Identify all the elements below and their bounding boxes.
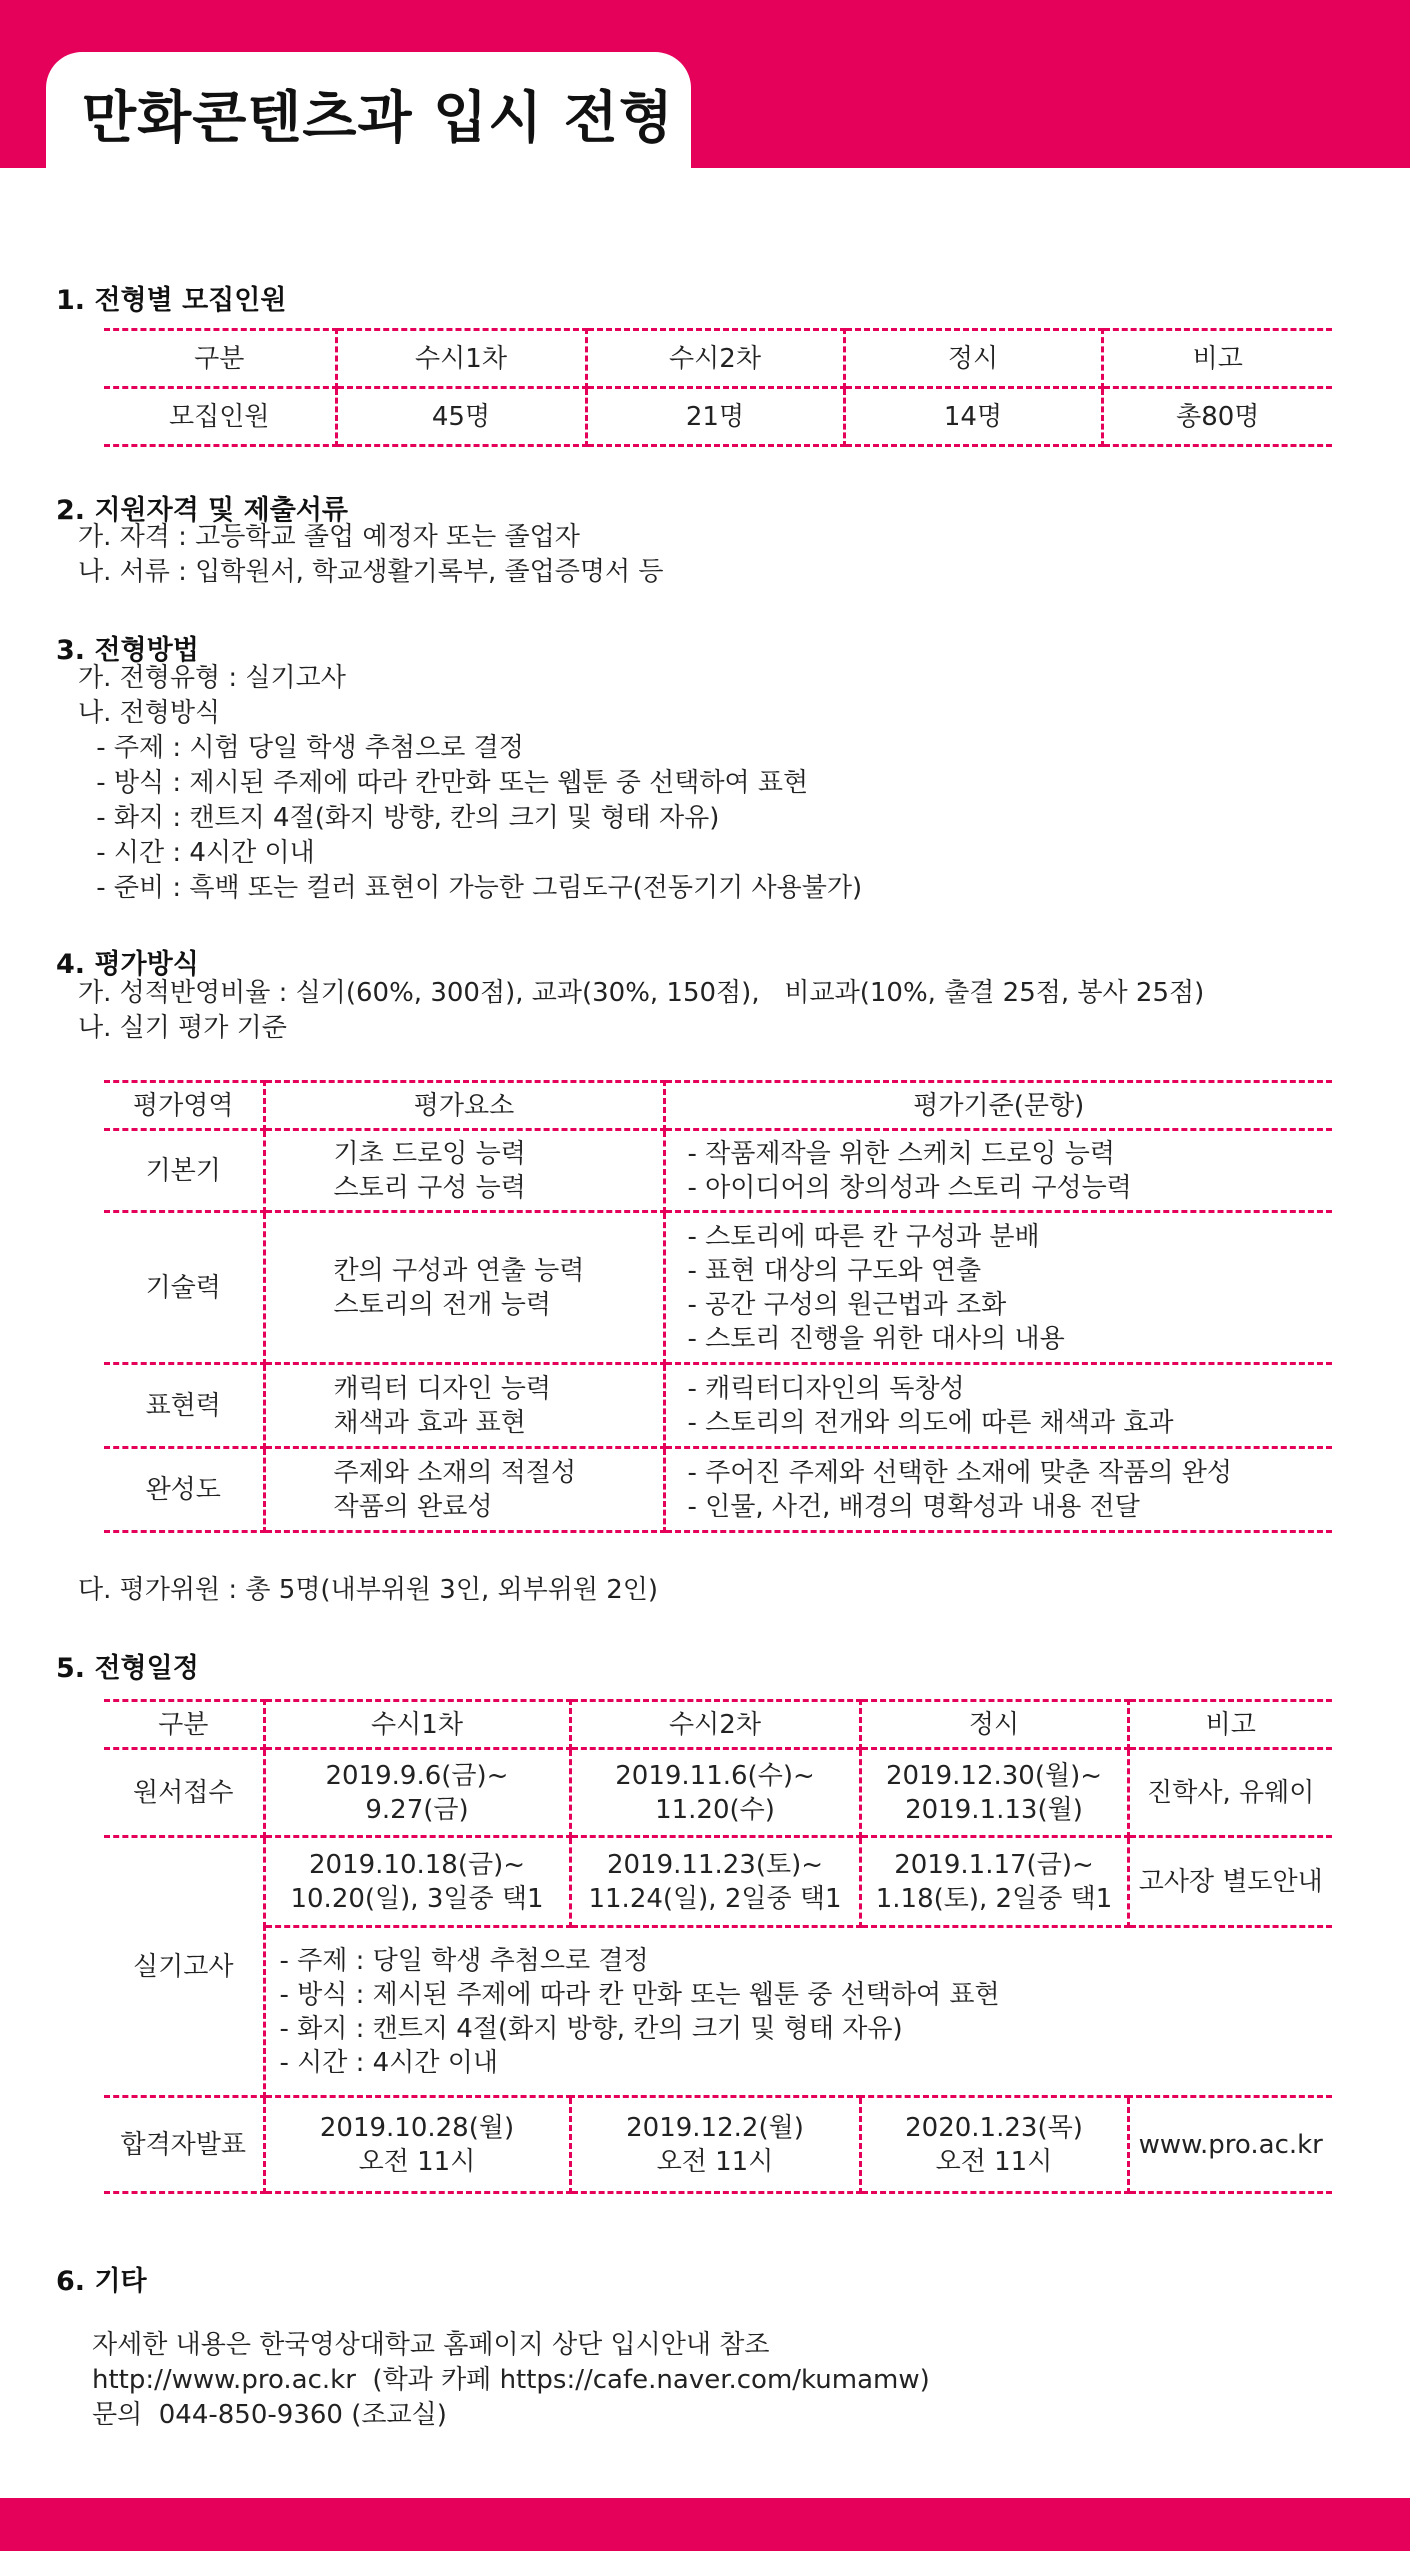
schedule-exam-note: 고사장 별도안내 <box>1128 1837 1332 1927</box>
quota-header-regular: 정시 <box>844 330 1102 388</box>
schedule-exam-details: - 주제 : 당일 학생 추첨으로 결정 - 방식 : 제시된 주제에 따라 칸 만화 또는 웹툰 중 선택하여 표현 - 화지 : 캔트지 4절(화지 방향, 칸의 크기 및 형태 자유) - 시간 : 4시간 이내 <box>264 1927 1332 2097</box>
schedule-apply-note: 진학사, 유웨이 <box>1128 1749 1332 1837</box>
method-line: - 준비 : 흑백 또는 컬러 표현이 가능한 그림도구(전동기기 사용불가) <box>88 873 863 903</box>
quota-early1: 45명 <box>336 388 586 446</box>
quota-early2: 21명 <box>586 388 844 446</box>
schedule-header-early1: 수시1차 <box>264 1701 570 1749</box>
practical-criteria-line: 나. 실기 평가 기준 <box>78 1013 287 1043</box>
documents-line: 나. 서류 : 입학원서, 학교생활기록부, 졸업증명서 등 <box>78 557 664 587</box>
schedule-table <box>104 1699 1332 2194</box>
eval-criteria: - 캐릭터디자인의 독창성 - 스토리의 전개와 의도에 따른 채색과 효과 <box>664 1364 1332 1448</box>
misc-line: 자세한 내용은 한국영상대학교 홈페이지 상단 입시안내 참조 <box>92 2330 770 2360</box>
eval-header-criteria: 평가기준(문항) <box>664 1082 1332 1130</box>
schedule-header-early2: 수시2차 <box>570 1701 860 1749</box>
quota-table <box>104 328 1332 447</box>
eval-area: 기술력 <box>104 1212 264 1364</box>
eval-elements: 칸의 구성과 연출 능력 스토리의 전개 능력 <box>264 1212 664 1364</box>
evaluation-table <box>104 1080 1332 1533</box>
schedule-result-note: www.pro.ac.kr <box>1128 2097 1332 2193</box>
schedule-exam-regular: 2019.1.17(금)~ 1.18(토), 2일중 택1 <box>860 1837 1128 1927</box>
quota-header-early2: 수시2차 <box>586 330 844 388</box>
eval-criteria: - 주어진 주제와 선택한 소재에 맞춘 작품의 완성 - 인물, 사건, 배경의 명확성과 내용 전달 <box>664 1448 1332 1532</box>
schedule-apply-label: 원서접수 <box>104 1749 264 1837</box>
method-line: - 시간 : 4시간 이내 <box>88 838 315 868</box>
section5-heading: 5. 전형일정 <box>56 1653 199 1684</box>
score-ratio-line: 가. 성적반영비율 : 실기(60%, 300점), 교과(30%, 150점), 비교과(10%, 출결 25점, 봉사 25점) <box>78 978 1205 1008</box>
section4-heading: 4. 평가방식 <box>56 949 199 980</box>
eval-area: 표현력 <box>104 1364 264 1448</box>
eval-area: 기본기 <box>104 1130 264 1212</box>
eval-criteria: - 작품제작을 위한 스케치 드로잉 능력 - 아이디어의 창의성과 스토리 구성능력 <box>664 1130 1332 1212</box>
schedule-exam-early1: 2019.10.18(금)~ 10.20(일), 3일중 택1 <box>264 1837 570 1927</box>
eval-elements: 기초 드로잉 능력 스토리 구성 능력 <box>264 1130 664 1212</box>
quota-regular: 14명 <box>844 388 1102 446</box>
schedule-result-regular: 2020.1.23(목) 오전 11시 <box>860 2097 1128 2193</box>
schedule-header-note: 비고 <box>1128 1701 1332 1749</box>
quota-header-category: 구분 <box>104 330 336 388</box>
schedule-result-label: 합격자발표 <box>104 2097 264 2193</box>
quota-total: 총80명 <box>1102 388 1332 446</box>
schedule-apply-regular: 2019.12.30(월)~ 2019.1.13(월) <box>860 1749 1128 1837</box>
schedule-apply-early1: 2019.9.6(금)~ 9.27(금) <box>264 1749 570 1837</box>
method-line: 나. 전형방식 <box>78 698 221 728</box>
schedule-exam-label: 실기고사 <box>104 1837 264 2097</box>
eval-area: 완성도 <box>104 1448 264 1532</box>
section6-heading: 6. 기타 <box>56 2266 147 2297</box>
section3-heading: 3. 전형방법 <box>56 635 199 666</box>
contact-line: 문의 044-850-9360 (조교실) <box>92 2400 447 2430</box>
section1-heading: 1. 전형별 모집인원 <box>56 285 287 316</box>
section2-heading: 2. 지원자격 및 제출서류 <box>56 495 348 526</box>
website-line: http://www.pro.ac.kr (학과 카페 https://cafe.naver.com/kumamw) <box>92 2365 930 2395</box>
quota-header-early1: 수시1차 <box>336 330 586 388</box>
qualification-line: 가. 자격 : 고등학교 졸업 예정자 또는 졸업자 <box>78 522 580 552</box>
schedule-header-regular: 정시 <box>860 1701 1128 1749</box>
quota-row-label: 모집인원 <box>104 388 336 446</box>
schedule-header-category: 구분 <box>104 1701 264 1749</box>
eval-elements: 주제와 소재의 적절성 작품의 완료성 <box>264 1448 664 1532</box>
schedule-exam-early2: 2019.11.23(토)~ 11.24(일), 2일중 택1 <box>570 1837 860 1927</box>
eval-header-area: 평가영역 <box>104 1082 264 1130</box>
schedule-result-early2: 2019.12.2(월) 오전 11시 <box>570 2097 860 2193</box>
page-title: 만화콘텐츠과 입시 전형 <box>82 86 674 151</box>
method-line: - 주제 : 시험 당일 학생 추첨으로 결정 <box>88 733 524 763</box>
method-line: - 화지 : 캔트지 4절(화지 방향, 칸의 크기 및 형태 자유) <box>88 803 720 833</box>
method-line: - 방식 : 제시된 주제에 따라 칸만화 또는 웹툰 중 선택하여 표현 <box>88 768 809 798</box>
schedule-apply-early2: 2019.11.6(수)~ 11.20(수) <box>570 1749 860 1837</box>
eval-elements: 캐릭터 디자인 능력 채색과 효과 표현 <box>264 1364 664 1448</box>
evaluators-line: 다. 평가위원 : 총 5명(내부위원 3인, 외부위원 2인) <box>78 1575 659 1605</box>
eval-header-elements: 평가요소 <box>264 1082 664 1130</box>
eval-criteria: - 스토리에 따른 칸 구성과 분배 - 표현 대상의 구도와 연출 - 공간 구성의 원근법과 조화 - 스토리 진행을 위한 대사의 내용 <box>664 1212 1332 1364</box>
schedule-result-early1: 2019.10.28(월) 오전 11시 <box>264 2097 570 2193</box>
footer-band <box>0 2498 1410 2551</box>
method-line: 가. 전형유형 : 실기고사 <box>78 663 346 693</box>
quota-header-note: 비고 <box>1102 330 1332 388</box>
